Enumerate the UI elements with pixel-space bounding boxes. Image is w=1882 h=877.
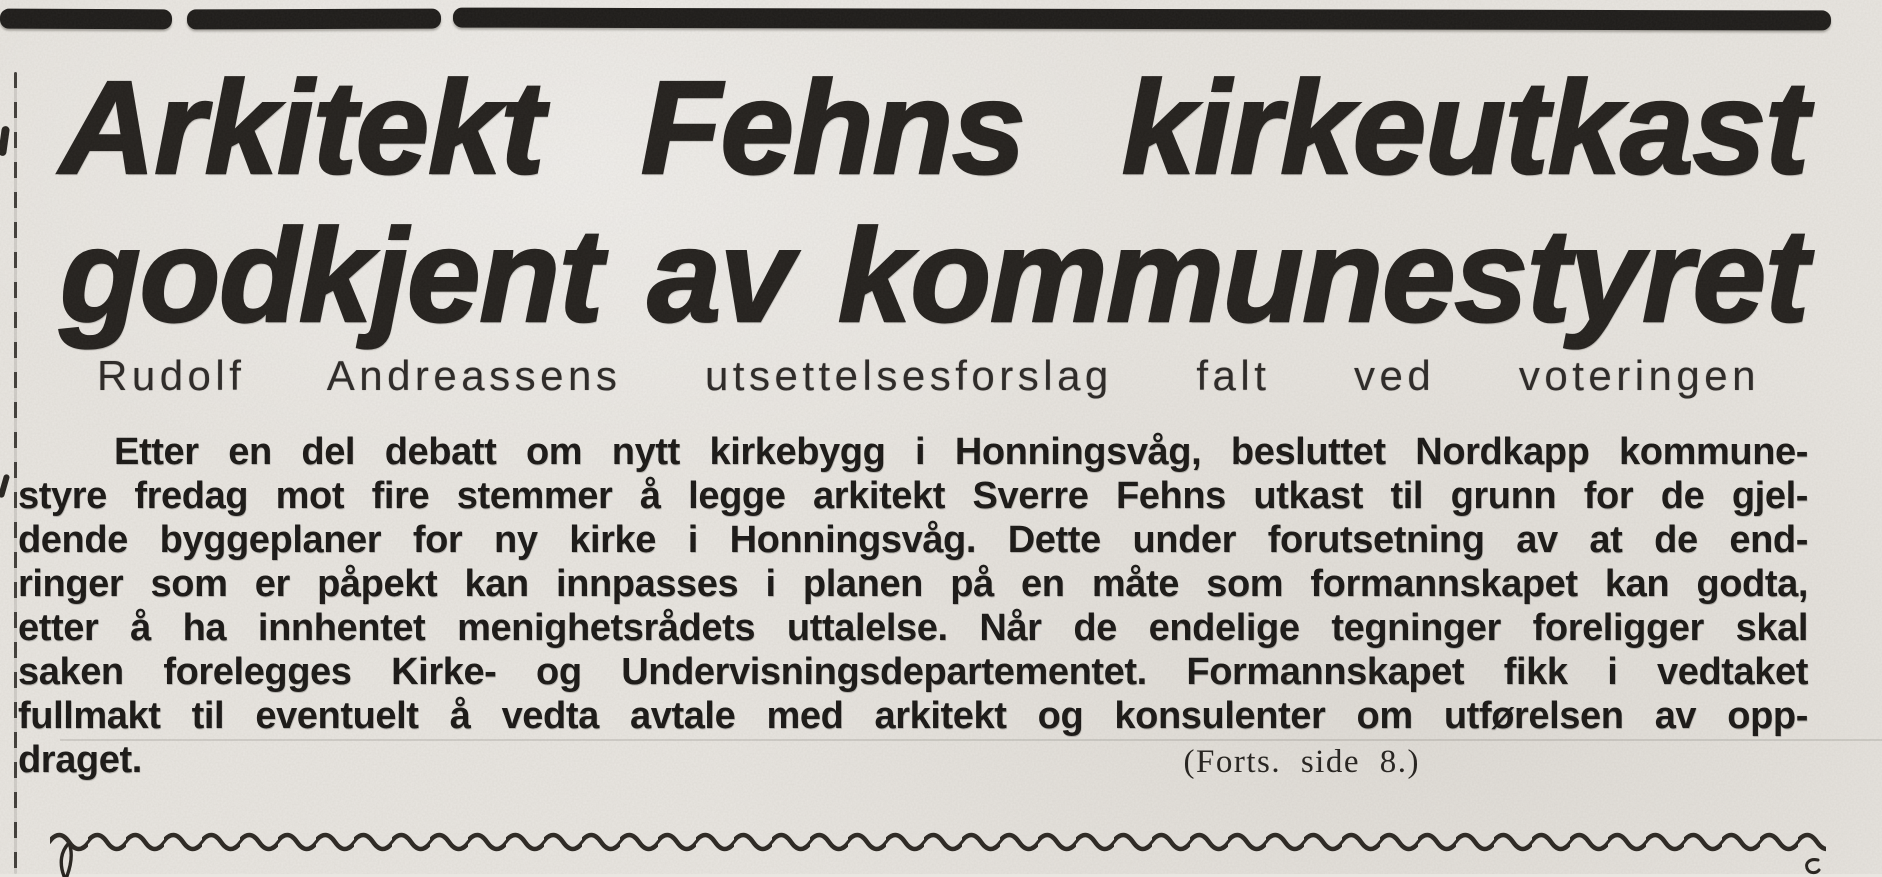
wavy-rule xyxy=(50,827,1826,855)
body-last-word: draget. xyxy=(18,739,142,781)
body-line: Etter en del debatt om nytt kirkebygg i Honningsvåg, besluttet Nordkapp kommune- xyxy=(114,431,1808,473)
scan-streak xyxy=(60,739,1882,741)
continuation-note: (Forts. side 8.) xyxy=(1183,744,1420,780)
body-line: ringer som er påpekt kan innpasses i planen på en måte som formannskapet kan godta, xyxy=(18,563,1808,605)
body-line: saken forelegges Kirke- og Undervisningsdepartementet. Formannskapet fikk i vedtaket xyxy=(18,651,1808,693)
headline xyxy=(60,54,1808,350)
ink-curl-right xyxy=(1802,857,1824,875)
headline-line-1: Arkitekt Fehns kirkeutkast xyxy=(60,54,1808,201)
body-line: etter å ha innhentet menighetsrådets uttalelse. Når de endelige tegninger foreligger skal xyxy=(18,607,1808,649)
ink-curl-left xyxy=(55,843,85,877)
top-rule-segment xyxy=(0,9,172,30)
edge-ink-mark xyxy=(0,126,10,157)
column-rule xyxy=(14,72,17,874)
body-line: fullmakt til eventuelt å vedta avtale med arkitekt og konsulenter om utførelsen av opp- xyxy=(18,695,1808,737)
headline-line-2: godkjent av kommunestyret xyxy=(60,202,1808,349)
edge-ink-mark xyxy=(0,474,10,499)
top-rule-segment xyxy=(453,8,1831,31)
body-last-line xyxy=(18,738,1808,784)
top-rule-segment xyxy=(187,9,441,30)
body-line: styre fredag mot fire stemmer å legge arkitekt Sverre Fehns utkast til grunn for de gjel- xyxy=(18,475,1808,517)
subheadline: Rudolf Andreassens utsettelsesforslag falt ved voteringen xyxy=(97,352,1760,399)
body-line: dende byggeplaner for ny kirke i Honningsvåg. Dette under forutsetning av at de end- xyxy=(18,519,1808,561)
article-body xyxy=(18,430,1808,784)
